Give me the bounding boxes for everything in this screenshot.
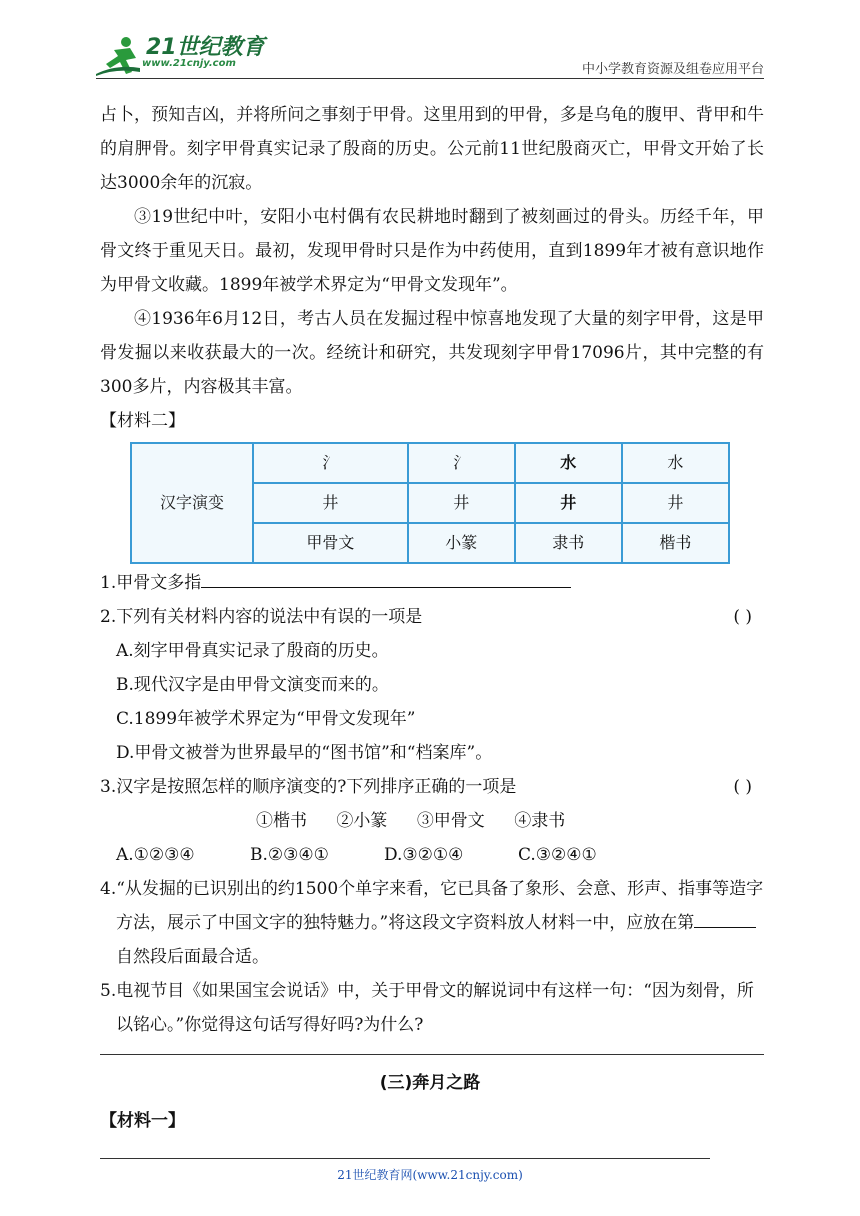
logo-text: 21世纪教育 (146, 35, 265, 60)
question-4 (100, 872, 764, 974)
logo-url: www.21cnjy.com (142, 58, 236, 69)
clerical-water-glyph: 水 (515, 443, 622, 483)
footer-divider (100, 1158, 710, 1159)
sequence-item: ③甲骨文 (416, 811, 485, 831)
question-1-text: 1.甲骨文多指 (100, 573, 202, 593)
seal-well-glyph: 井 (408, 483, 515, 523)
option-d: D.甲骨文被誉为世界最早的“图书馆”和“档案库”。 (116, 743, 493, 763)
regular-well-glyph: 井 (622, 483, 729, 523)
section-3-material-1-label: 【材料一】 (100, 1111, 185, 1131)
table-row (131, 443, 729, 483)
seal-water-glyph: 氵 (408, 443, 515, 483)
script-regular: 楷书 (622, 523, 729, 563)
choice: C.③②④① (518, 845, 597, 865)
option-a: A.刻字甲骨真实记录了殷商的历史。 (116, 641, 389, 661)
choice: D.③②①④ (384, 845, 464, 865)
oracle-water-glyph: 氵 (253, 443, 408, 483)
sequence-choices (100, 838, 764, 872)
answer-blank[interactable] (201, 567, 571, 588)
question-4-tail: 自然段后面最合适。 (116, 947, 269, 967)
question-3 (100, 770, 764, 804)
section-divider (100, 1054, 764, 1055)
question-5: 5.电视节目《如果国宝会说话》中，关于甲骨文的解说词中有这样一句：“因为刻骨，所以铭心。”你觉得这句话写得好吗?为什么? (100, 981, 754, 1035)
row-header: 汉字演变 (131, 443, 253, 563)
question-3-text: 3.汉字是按照怎样的顺序演变的?下列排序正确的一项是 (100, 777, 517, 797)
script-clerical: 隶书 (515, 523, 622, 563)
question-1 (100, 566, 764, 600)
page-header (96, 30, 764, 78)
sequence-item: ②小篆 (336, 811, 388, 831)
question-2 (100, 600, 764, 634)
character-evolution-table (130, 442, 730, 564)
option-c: C.1899年被学术界定为“甲骨文发现年” (116, 709, 416, 729)
script-oracle: 甲骨文 (253, 523, 408, 563)
script-seal: 小篆 (408, 523, 515, 563)
answer-paren[interactable]: ( ) (733, 607, 752, 627)
choice: A.①②③④ (116, 845, 195, 865)
choice: B.②③④① (250, 845, 329, 865)
document-body (100, 98, 764, 1042)
platform-name: 中小学教育资源及组卷应用平台 (581, 62, 764, 77)
material-2-label: 【材料二】 (100, 411, 185, 431)
clerical-well-glyph: 井 (515, 483, 622, 523)
question-4-text: 4.“从发掘的已识别出的约1500个单字来看，它已具备了象形、会意、形声、指事等造字方法，展示了中国文字的独特魅力。”将这段文字资料放人材料一中，应放在第 (100, 879, 764, 933)
paragraph-4: ④1936年6月12日，考古人员在发掘过程中惊喜地发现了大量的刻字甲骨，这是甲骨发掘以来收获最大的一次。经统计和研究，共发现刻字甲骨17096片，其中完整的有300多片，内容极其丰富。 (100, 309, 764, 397)
footer-text: 21世纪教育网(www.21cnjy.com) (337, 1168, 523, 1182)
paragraph-continued: 占卜，预知吉凶，并将所问之事刻于甲骨。这里用到的甲骨，多是乌龟的腹甲、背甲和牛的肩胛骨。刻字甲骨真实记录了殷商的历史。公元前11世纪殷商灭亡，甲骨文开始了长达3000余年的沉寂。 (100, 105, 764, 193)
option-b: B.现代汉字是由甲骨文演变而来的。 (116, 675, 389, 695)
answer-blank[interactable] (694, 907, 756, 928)
header-divider (96, 78, 764, 79)
regular-water-glyph: 水 (622, 443, 729, 483)
oracle-well-glyph: 井 (253, 483, 408, 523)
sequence-item: ④隶书 (514, 811, 566, 831)
section-title: (三)奔月之路 (379, 1073, 481, 1093)
paragraph-3: ③19世纪中叶，安阳小屯村偶有农民耕地时翻到了被刻画过的骨头。历经千年，甲骨文终于重见天日。最初，发现甲骨时只是作为中药使用，直到1899年才被有意识地作为甲骨文收藏。1899年被学术界定为“甲骨文发现年”。 (100, 207, 764, 295)
question-2-text: 2.下列有关材料内容的说法中有误的一项是 (100, 607, 423, 627)
sequence-item: ①楷书 (256, 811, 307, 831)
sequence-items (100, 804, 764, 838)
answer-paren[interactable]: ( ) (733, 777, 752, 797)
